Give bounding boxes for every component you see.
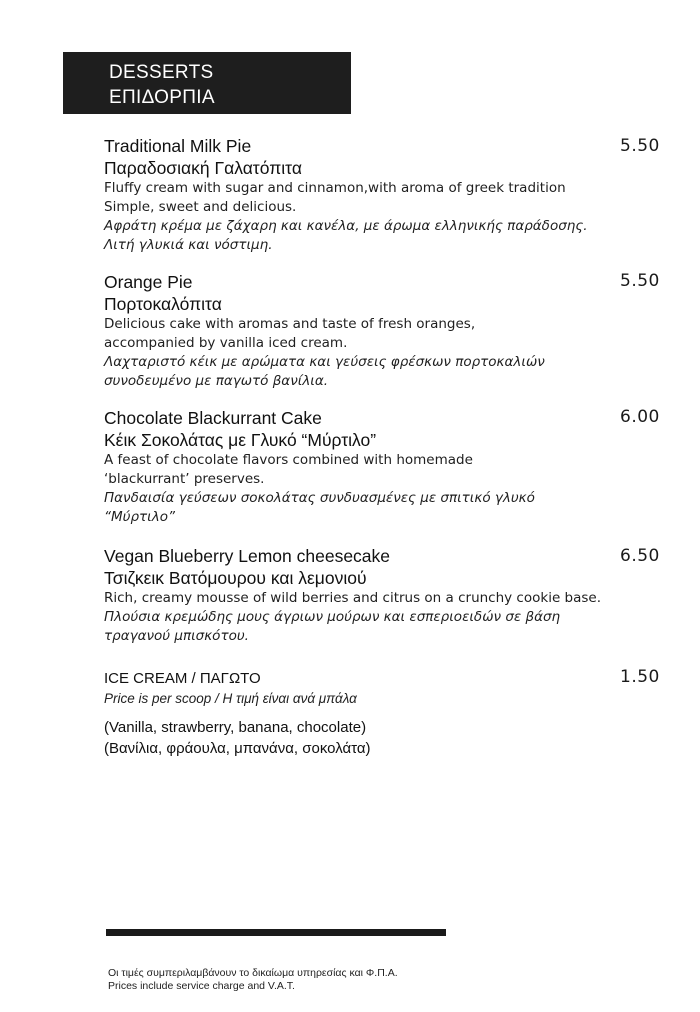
item-name-en: Chocolate Blackurrant Cake [104, 408, 322, 428]
item-desc-gr: Αφράτη κρέμα με ζάχαρη και κανέλα, με άρωμα ελληνικής παράδοσης. [104, 218, 588, 234]
item-desc-gr: Πλούσια κρεμώδης μους άγριων μούρων και εσπεριοειδών σε βάση [104, 609, 561, 625]
item-name-gr: Πορτοκαλόπιτα [104, 294, 222, 314]
item-name-en: Orange Pie [104, 272, 193, 292]
item-name-gr: Κέικ Σοκολάτας με Γλυκό “Μύρτιλο” [104, 430, 377, 450]
ice-cream-price: 1.50 [620, 667, 660, 687]
item-desc-en: accompanied by vanilla iced cream. [104, 335, 348, 351]
item-name-gr: Τσιζκεικ Βατόμουρου και λεμονιού [104, 568, 367, 588]
footer-divider [106, 929, 446, 936]
item-desc-en: Simple, sweet and delicious. [104, 199, 297, 215]
item-desc-gr: συνοδευμένο με παγωτό βανίλια. [104, 373, 329, 389]
ice-cream-note: Price is per scoop / Η τιμή είναι ανά μπάλα [104, 691, 357, 706]
item-price: 6.00 [620, 407, 660, 427]
ice-cream-section [104, 669, 624, 759]
ice-cream-title: ICE CREAM / ΠΑΓΩΤΟ [104, 670, 261, 687]
item-desc-en: Rich, creamy mousse of wild berries and citrus on a crunchy cookie base. [104, 590, 602, 606]
section-header [63, 52, 351, 114]
footer-note [108, 967, 398, 993]
menu-item [104, 135, 624, 255]
section-title-en: DESSERTS [109, 62, 214, 83]
item-desc-en: Fluffy cream with sugar and cinnamon,with aroma of greek tradition [104, 180, 566, 196]
item-desc-en: ‘blackurrant’ preserves. [104, 471, 265, 487]
item-desc-gr: “Μύρτιλο” [104, 509, 175, 525]
menu-item [104, 545, 624, 646]
menu-item [104, 407, 624, 527]
ice-cream-flavors-en: (Vanilla, strawberry, banana, chocolate) [104, 719, 367, 736]
footer-line-gr: Οι τιμές συμπεριλαμβάνουν το δικαίωμα υπηρεσίας και Φ.Π.Α. [108, 967, 398, 979]
item-name-gr: Παραδοσιακή Γαλατόπιτα [104, 158, 302, 178]
item-desc-en: Delicious cake with aromas and taste of fresh oranges, [104, 316, 476, 332]
item-price: 5.50 [620, 136, 660, 156]
item-desc-en: A feast of chocolate flavors combined with homemade [104, 452, 473, 468]
menu-item [104, 271, 624, 391]
item-desc-gr: Λαχταριστό κέικ με αρώματα και γεύσεις φρέσκων πορτοκαλιών [104, 354, 545, 370]
ice-cream-flavors-gr: (Βανίλια, φράουλα, μπανάνα, σοκολάτα) [104, 740, 371, 757]
section-title-gr: ΕΠΙΔΟΡΠΙΑ [109, 87, 215, 108]
item-desc-gr: τραγανού μπισκότου. [104, 628, 249, 644]
footer-line-en: Prices include service charge and V.A.T. [108, 980, 295, 992]
item-name-en: Vegan Blueberry Lemon cheesecake [104, 546, 391, 566]
item-price: 5.50 [620, 271, 660, 291]
item-desc-gr: Πανδαισία γεύσεων σοκολάτας συνδυασμένες με σπιτικό γλυκό [104, 490, 535, 506]
item-desc-gr: Λιτή γλυκιά και νόστιμη. [104, 237, 273, 253]
item-name-en: Traditional Milk Pie [104, 136, 252, 156]
item-price: 6.50 [620, 546, 660, 566]
